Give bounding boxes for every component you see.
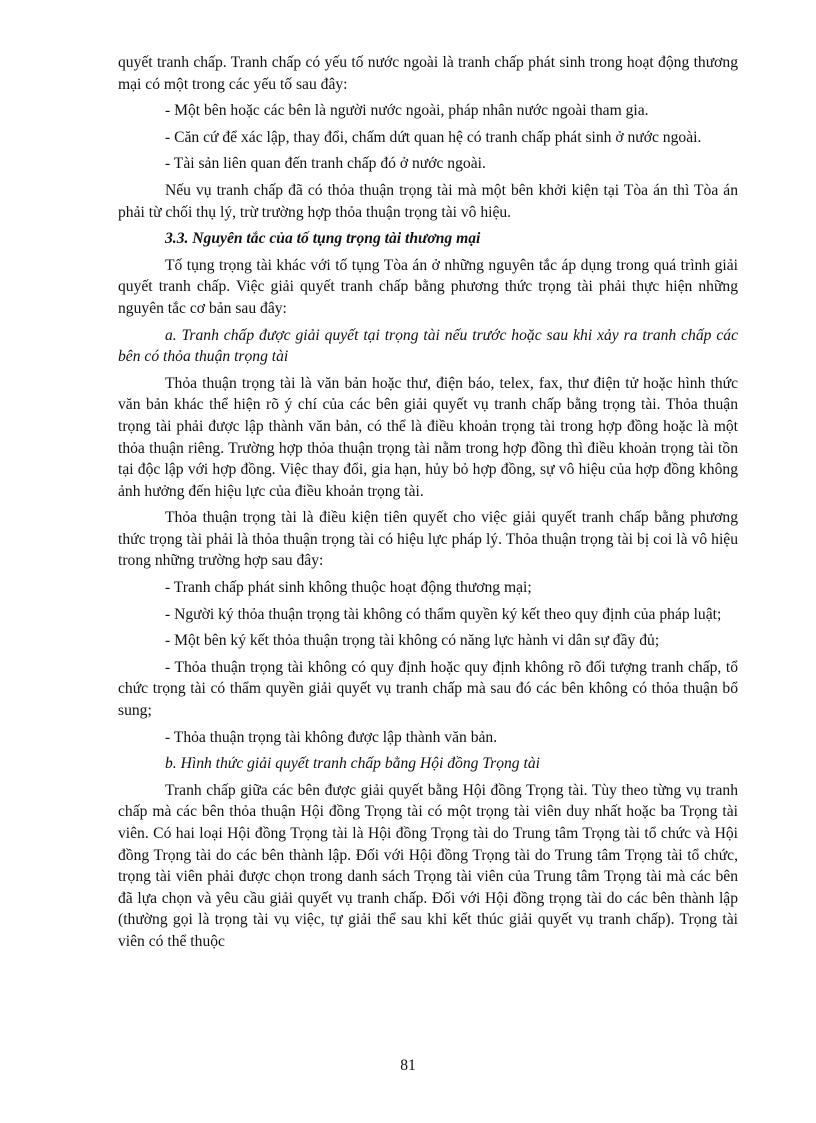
list-item-invalid-1: - Tranh chấp phát sinh không thuộc hoạt động thương mại; xyxy=(165,579,532,597)
paragraph-agreement-validity: Thỏa thuận trọng tài là điều kiện tiên quyết cho việc giải quyết tranh chấp bằng phương thức trọng tài phải là thỏa thuận trọng tài có hiệu lực pháp lý. Thỏa thuận trọng tài bị coi là vô hiệu trong những trường hợp sau đây: xyxy=(118,509,738,570)
list-item-invalid-4: - Thỏa thuận trọng tài không có quy định hoặc quy định không rõ đối tượng tranh chấp, tổ chức trọng tài có thẩm quyền giải quyết vụ tranh chấp mà sau đó các bên không có thỏa thuận bổ sung; xyxy=(118,658,738,720)
list-item-invalid-3: - Một bên ký kết thỏa thuận trọng tài không có năng lực hành vi dân sự đầy đủ; xyxy=(165,632,660,650)
paragraph-principles-intro: Tố tụng trọng tài khác với tố tụng Tòa án ở những nguyên tắc áp dụng trong quá trình giải quyết tranh chấp. Việc giải quyết tranh chấp bằng phương thức trọng tài phải thực hiện những nguyên tắc cơ bản sau đây: xyxy=(118,256,738,317)
section-heading-3-3: 3.3. Nguyên tắc của tố tụng trọng tài thương mại xyxy=(165,230,481,248)
paragraph-arbitration-agreement: Thỏa thuận trọng tài là văn bản hoặc thư, điện báo, telex, fax, thư điện tử hoặc hình thức văn bản khác thể hiện rõ ý chí của các bên giải quyết vụ tranh chấp bằng trọng tài. Thỏa thuận trọng tài phải được lập thành văn bản, có thể là điều khoản trọng tài trong hợp đồng hoặc là một thỏa thuận riêng. Trường hợp thỏa thuận trọng tài nằm trong hợp đồng thì điều khoản trọng tài tồn tại độc lập với hợp đồng. Việc thay đổi, gia hạn, hủy bỏ hợp đồng, sự vô hiệu của hợp đồng không ảnh hưởng đến hiệu lực của điều khoản trọng tài. xyxy=(118,374,738,500)
list-item-foreign-basis: - Căn cứ để xác lập, thay đổi, chấm dứt quan hệ có tranh chấp phát sinh ở nước ngoài. xyxy=(165,128,702,146)
page-number: 81 xyxy=(400,1057,416,1074)
subheading-a: a. Tranh chấp được giải quyết tại trọng tài nếu trước hoặc sau khi xảy ra tranh chấp các bên có thỏa thuận trọng tài xyxy=(118,326,738,366)
list-item-invalid-2: - Người ký thỏa thuận trọng tài không có thẩm quyền ký kết theo quy định của pháp luật; xyxy=(165,605,722,623)
paragraph-continuation: quyết tranh chấp. Tranh chấp có yếu tố nước ngoài là tranh chấp phát sinh trong hoạt động thương mại có một trong các yếu tố sau đây: xyxy=(118,54,738,93)
list-item-foreign-party: - Một bên hoặc các bên là người nước ngoài, pháp nhân nước ngoài tham gia. xyxy=(165,102,649,120)
subheading-b: b. Hình thức giải quyết tranh chấp bằng Hội đồng Trọng tài xyxy=(165,755,540,773)
list-item-foreign-asset: - Tài sản liên quan đến tranh chấp đó ở nước ngoài. xyxy=(165,155,486,173)
document-page xyxy=(118,52,738,958)
paragraph-arbitration-council: Tranh chấp giữa các bên được giải quyết bằng Hội đồng Trọng tài. Tùy theo từng vụ tranh chấp mà các bên thỏa thuận Hội đồng Trọng tài có một trọng tài viên duy nhất hoặc ba Trọng tài viên. Có hai loại Hội đồng Trọng tài là Hội đồng Trọng tài do Trung tâm Trọng tài tổ chức và Hội đồng Trọng tài do các bên thành lập. Đối với Hội đồng Trọng tài do Trung tâm Trọng tài tổ chức, trọng tài viên phải được chọn trong danh sách Trọng tài viên của Trung tâm Trọng tài mà các bên đã lựa chọn và yêu cầu giải quyết vụ tranh chấp. Đối với Hội đồng trọng tài do các bên thành lập (thường gọi là trọng tài vụ việc, tự giải thể sau khi kết thúc giải quyết vụ tranh chấp). Trọng tài viên có thể thuộc xyxy=(118,781,738,950)
paragraph-court-refusal: Nếu vụ tranh chấp đã có thỏa thuận trọng tài mà một bên khởi kiện tại Tòa án thì Tòa án phải từ chối thụ lý, trừ trường hợp thỏa thuận trọng tài vô hiệu. xyxy=(118,181,738,221)
list-item-invalid-5: - Thỏa thuận trọng tài không được lập thành văn bản. xyxy=(165,728,498,746)
